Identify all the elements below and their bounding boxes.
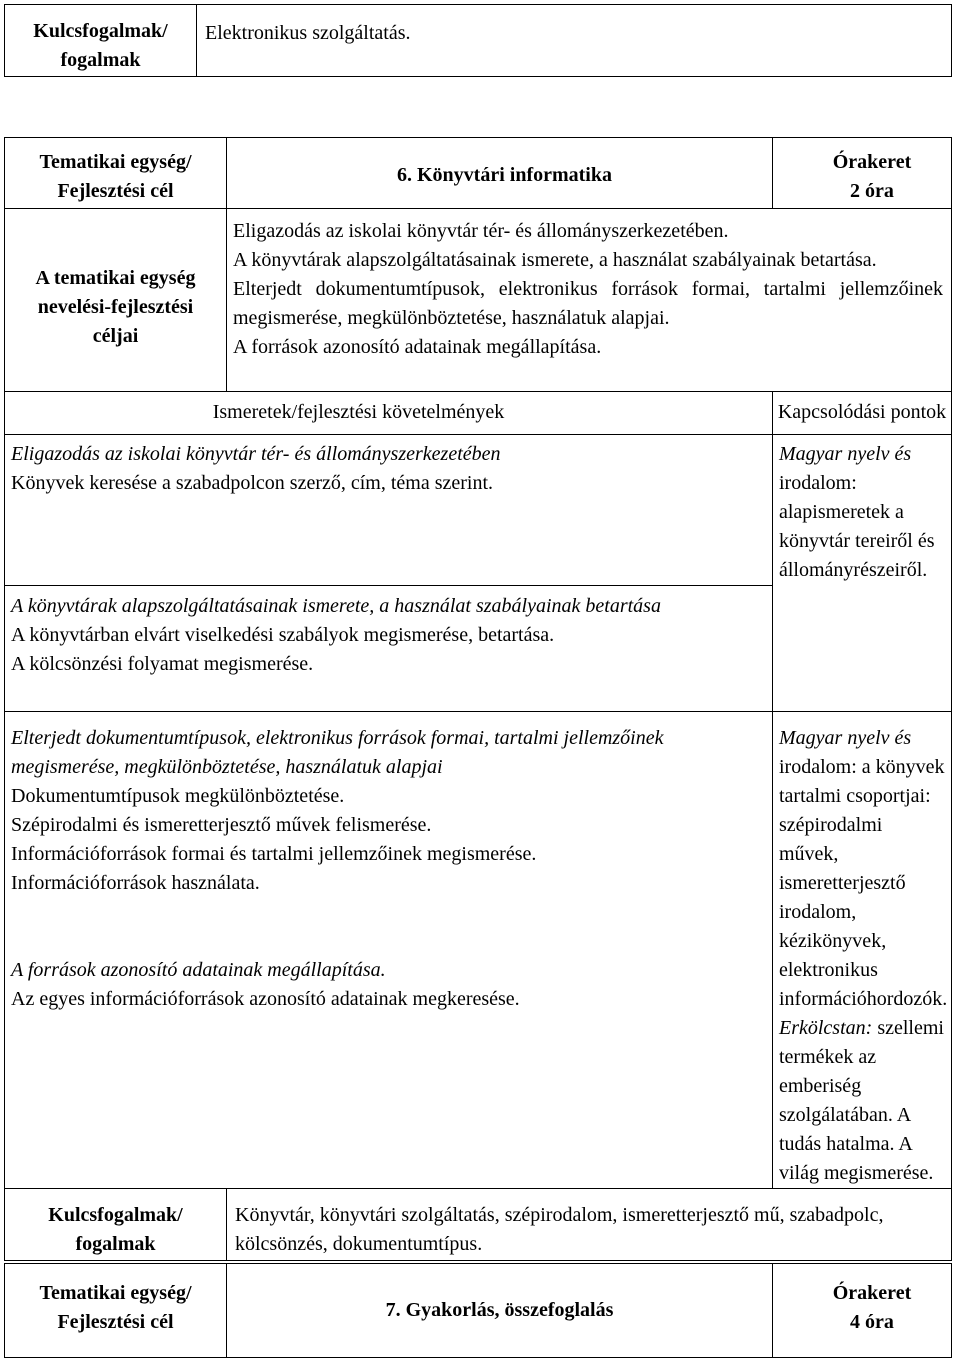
unit6-goals-label-line1: A tematikai egység [35,267,196,289]
link-subject: Magyar nyelv és [779,727,912,749]
unit6-goals-cell [227,209,952,392]
unit7-label-line2: Fejlesztési cél [57,1311,174,1333]
section-heading: Elterjedt dokumentumtípusok, elektronikus források formai, tartalmi jellemzőinek megismerése, megkülönböztetése, használatuk alapjai [11,727,664,778]
unit6-hours-label: Órakeret [832,151,912,173]
unit6-label-cell [5,138,227,209]
link-text: irodalom: alapismeretek a könyvtár tereiről és állományrészeiről. [779,472,935,581]
unit7-title: 7. Gyakorlás, összefoglalás [385,1299,614,1321]
key-concepts-label [5,5,197,77]
unit6-title: 6. Könyvtári informatika [397,164,612,186]
unit6-key-value-cell [227,1189,952,1261]
unit7-hours-value: 4 óra [850,1311,894,1333]
unit6-key-label-line1: Kulcsfogalmak/ [48,1204,183,1226]
link-subject: Magyar nyelv és [779,443,912,465]
top-key-concepts-table [4,4,952,77]
section-line: Információforrások formai és tartalmi jellemzőinek megismerése. [11,843,537,865]
section-line: Az egyes információforrások azonosító adatainak megkeresése. [11,988,520,1010]
unit6-title-cell [227,138,773,209]
section-2-cell [5,586,773,712]
link-text: irodalom: a könyvek tartalmi csoportjai: szépirodalmi művek, ismeretterjesztő irodalom, kézikönyvek, elektronikus információhordozók. [779,756,948,1010]
unit6-requirements-header [5,392,773,435]
section-1-cell [5,435,773,586]
unit6-hours-cell [773,138,952,209]
section-line: A könyvtárban elvárt viselkedési szabályok megismerése, betartása. [11,624,555,646]
unit6-goal: A könyvtárak alapszolgáltatásainak ismerete, a használat szabályainak betartása. [233,249,877,271]
unit6-links-header [773,392,952,435]
unit7-label-cell [5,1264,227,1358]
section-line: Szépirodalmi és ismeretterjesztő művek felismerése. [11,814,432,836]
unit6-goals-label-line3: céljai [92,325,139,347]
links-header-text: Kapcsolódási pontok [777,401,947,423]
unit7-hours-cell [773,1264,952,1358]
unit6-key-value: Könyvtár, könyvtári szolgáltatás, szépirodalom, ismeretterjesztő mű, szabadpolc, kölcsönzés, dokumentumtípus. [235,1204,884,1255]
links-cell-2 [773,712,952,1189]
section-line: Dokumentumtípusok megkülönböztetése. [11,785,345,807]
unit6-goals-label-line2: nevelési-fejlesztési [37,296,194,318]
key-concepts-value-cell [197,5,952,77]
unit6-label-line1: Tematikai egység/ [39,151,192,173]
requirements-header-text: Ismeretek/fejlesztési követelmények [212,401,505,423]
unit6-key-label-cell [5,1189,227,1261]
section-heading [11,956,766,985]
key-concepts-label-line2: fogalmak [60,49,141,71]
section-heading: Eligazodás az iskolai könyvtár tér- és állományszerkezetében [11,443,501,465]
unit6-goal: Elterjedt dokumentumtípusok, elektronikus források formai, tartalmi jellemzőinek megismerése, megkülönböztetése, használatuk alapjai. [233,278,943,329]
section-line: Könyvek keresése a szabadpolcon szerző, cím, téma szerint. [11,472,494,494]
unit6-key-label-line2: fogalmak [75,1233,156,1255]
section-line: A kölcsönzési folyamat megismerése. [11,653,314,675]
unit7-table [4,1263,952,1358]
unit6-label-line2: Fejlesztési cél [57,180,174,202]
section-3-4-cell [5,712,773,1189]
unit7-label-line1: Tematikai egység/ [39,1282,192,1304]
link-block-3 [779,1014,945,1188]
links-cell-1 [773,435,952,712]
unit6-goal: A források azonosító adatainak megállapítása. [233,336,602,358]
unit7-hours-label: Órakeret [832,1282,912,1304]
link-subject: Erkölcstan: [779,1017,873,1039]
section-line: Információforrások használata. [11,872,260,894]
key-concepts-label-line1: Kulcsfogalmak/ [33,20,168,42]
unit6-goal: Eligazodás az iskolai könyvtár tér- és állományszerkezetében. [233,220,729,242]
unit6-goals-label-cell [5,209,227,392]
unit7-title-cell [227,1264,773,1358]
unit6-hours-value: 2 óra [850,180,894,202]
link-text: szellemi termékek az emberiség szolgálatában. A tudás hatalma. A világ megismerése. [779,1017,944,1184]
unit6-table [4,137,952,1261]
section-heading: A könyvtárak alapszolgáltatásainak ismerete, a használat szabályainak betartása [11,595,661,617]
key-concepts-value: Elektronikus szolgáltatás. [205,22,411,44]
section-4-heading: A források azonosító adatainak megállapítása. [11,959,386,981]
